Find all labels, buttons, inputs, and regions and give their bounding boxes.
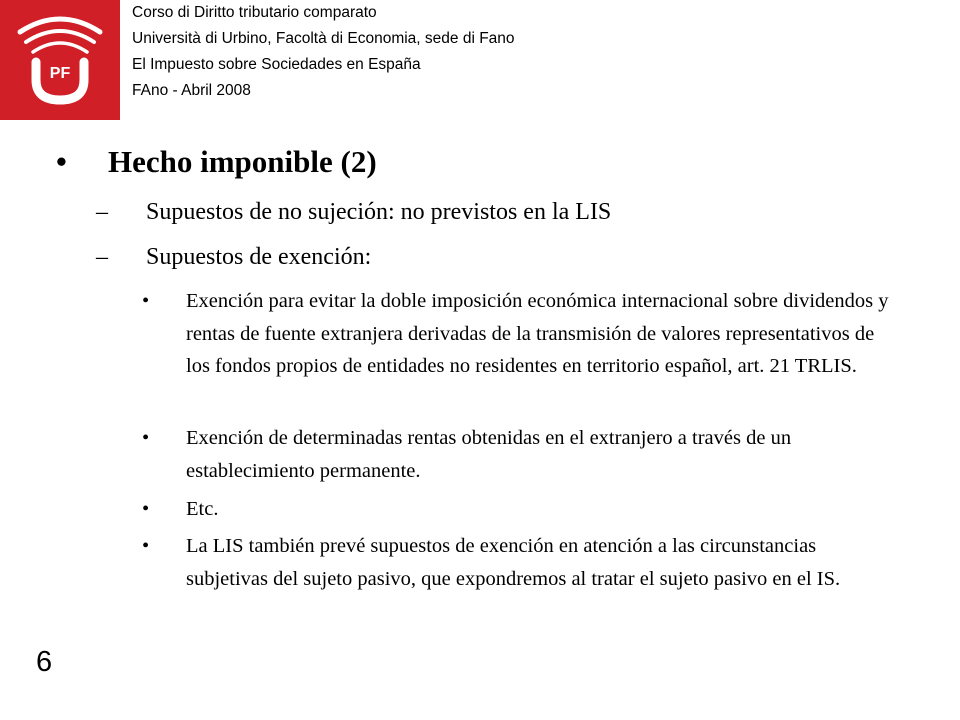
page-number: 6	[36, 646, 53, 678]
bullet-marker: •	[142, 535, 150, 557]
bullet-marker: •	[142, 427, 150, 449]
header-date: FAno - Abril 2008	[132, 82, 251, 99]
point-text: Exención para evitar la doble imposición económica internacional sobre dividendos y rentas de fuente extranjera derivadas de la transmisión de valores representativos de los fondos propios de entidades no residentes en territorio español, art. 21 TRLIS.	[186, 290, 889, 377]
header-course: Corso di Diritto tributario comparato	[132, 4, 377, 21]
header-university: Università di Urbino, Facoltà di Economia, sede di Fano	[132, 30, 515, 47]
point-text: La LIS también prevé supuestos de exención en atención a las circunstancias subjetivas del sujeto pasivo, que expondremos al tratar el sujeto pasivo en el IS.	[186, 535, 841, 590]
point-establecimiento	[142, 422, 902, 487]
dash-marker: –	[96, 199, 108, 225]
point-etc	[142, 493, 902, 526]
point-circunstancias	[142, 530, 902, 595]
bullet-marker: •	[56, 144, 67, 179]
bullet-marker: •	[142, 290, 150, 312]
point-text: Exención de determinadas rentas obtenidas en el extranjero a través de un establecimiento permanente.	[186, 427, 792, 482]
bullet-marker: •	[142, 498, 150, 520]
logo-letters: PF	[49, 65, 71, 82]
header-topic: El Impuesto sobre Sociedades en España	[132, 56, 421, 73]
sub-item-text: Supuestos de no sujeción: no previstos en la LIS	[146, 199, 612, 225]
dash-marker: –	[96, 244, 108, 270]
slide-title-text: Hecho imponible (2)	[108, 144, 377, 179]
point-text: Etc.	[186, 498, 219, 520]
point-doble-imposicion	[142, 285, 902, 383]
sub-item-text: Supuestos de exención:	[146, 244, 372, 270]
